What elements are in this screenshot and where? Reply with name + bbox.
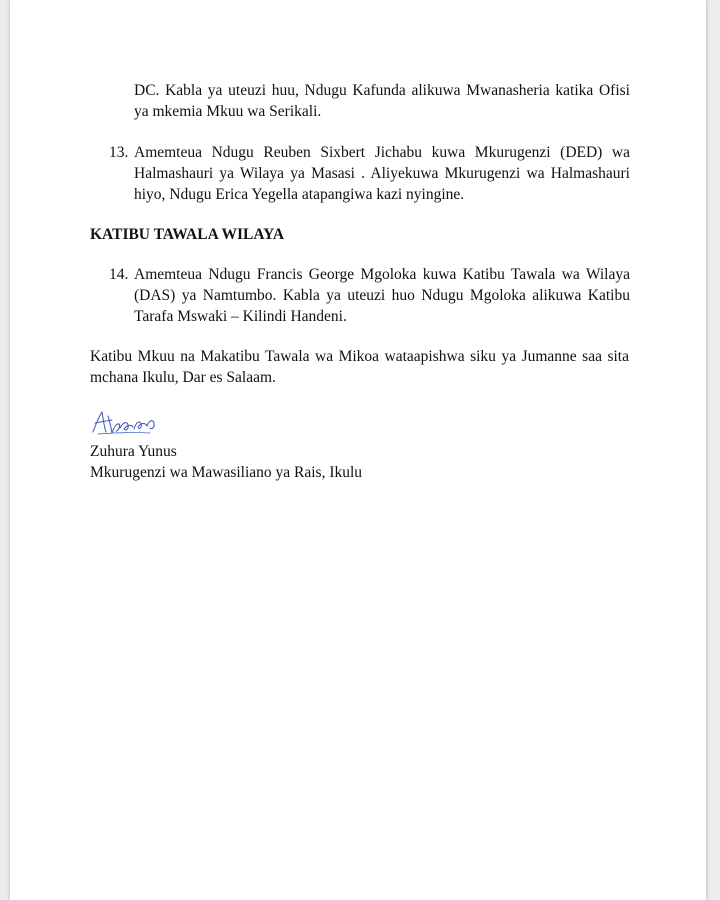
item-13-line-2: Halmashauri ya Wilaya ya Masasi . Aliyekuwa Mkurugenzi wa Halmashauri [134, 165, 630, 182]
item-13-number: 13. [109, 144, 129, 161]
signatory-name: Zuhura Yunus [90, 443, 177, 460]
closing-line-1: Katibu Mkuu na Makatibu Tawala wa Mikoa wataapishwa siku ya Jumanne saa sita [90, 348, 629, 365]
continuation-line-2: ya mkemia Mkuu wa Serikali. [134, 103, 322, 120]
item-13-line-1: Amemteua Ndugu Reuben Sixbert Jichabu kuwa Mkurugenzi (DED) wa [134, 144, 630, 161]
item-14-line-1: Amemteua Ndugu Francis George Mgoloka kuwa Katibu Tawala wa Wilaya [134, 266, 630, 283]
closing-line-2: mchana Ikulu, Dar es Salaam. [90, 369, 276, 386]
document-body [10, 0, 706, 900]
signatory-title: Mkurugenzi wa Mawasiliano ya Rais, Ikulu [90, 464, 363, 481]
item-14-line-2: (DAS) ya Namtumbo. Kabla ya uteuzi huo Ndugu Mgoloka alikuwa Katibu [134, 287, 630, 304]
handwritten-signature [90, 408, 160, 438]
item-13-line-3: hiyo, Ndugu Erica Yegella atapangiwa kazi nyingine. [134, 186, 465, 203]
document-page [10, 0, 706, 900]
item-14-line-3: Tarafa Mswaki – Kilindi Handeni. [134, 308, 347, 325]
item-14-number: 14. [109, 266, 129, 283]
section-heading: KATIBU TAWALA WILAYA [90, 226, 285, 243]
continuation-line-1: DC. Kabla ya uteuzi huu, Ndugu Kafunda alikuwa Mwanasheria katika Ofisi [134, 82, 630, 99]
